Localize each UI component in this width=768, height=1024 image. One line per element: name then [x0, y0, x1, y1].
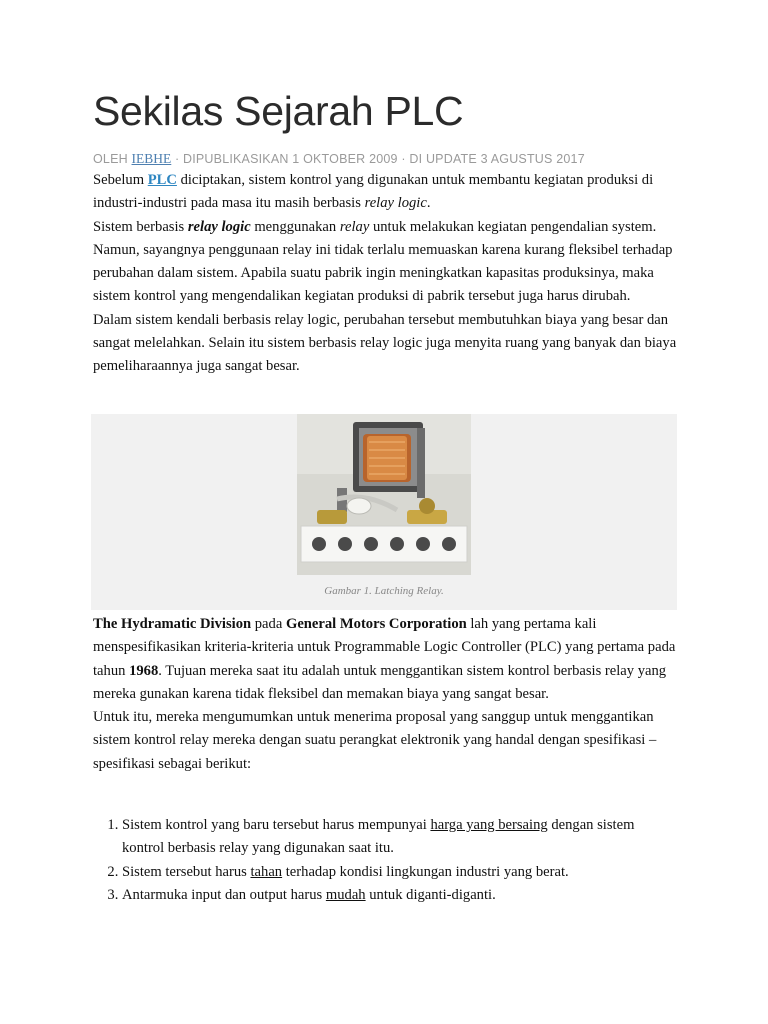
figure-caption: Gambar 1. Latching Relay.: [324, 585, 444, 597]
p2-text-c: menggunakan: [250, 218, 340, 235]
list-item-underline: tahan: [250, 863, 283, 880]
p1-text-a: Sebelum: [93, 172, 148, 188]
paragraph-1: [93, 169, 677, 216]
p1-italic: relay logic: [364, 195, 427, 212]
paragraph-5: Untuk itu, mereka mengumumkan untuk menerima proposal yang sanggup untuk menggantikan sistem kontrol relay mereka dengan suatu perangkat elektronik yang handal dengan spesifikasi – spesifikasi sebagai berikut:: [93, 709, 657, 772]
meta-by-label: OLEH: [93, 152, 128, 166]
p4-text-2: lah yang pertama kali menspesifikasikan kriteria-kriteria untuk Programmable Logic Controller (PLC) yang pertama pada tahun: [93, 616, 676, 679]
paragraph-2: [93, 216, 677, 309]
paragraph-3: Dalam sistem kendali berbasis relay logic, perubahan tersebut membutuhkan biaya yang besar dan sangat melelahkan. Selain itu sistem berbasis relay logic juga menyita ruang yang banyak dan biaya pemeliharaannya juga sangat besar.: [93, 311, 677, 375]
list-item-text: Sistem kontrol yang baru tersebut harus mempunyai: [122, 817, 431, 833]
list-item-text: untuk diganti-diganti.: [365, 886, 496, 903]
latching-relay-image: [297, 414, 471, 575]
paragraph-4: [93, 613, 677, 706]
p4-bold-2: General Motors Corporation: [285, 616, 467, 632]
p2-bold-italic: relay logic: [187, 218, 251, 235]
list-item: [122, 884, 677, 907]
page-title: Sekilas Sejarah PLC: [93, 88, 464, 134]
list-item-text: terhadap kondisi lingkungan industri yang berat.: [282, 863, 569, 880]
list-item: [122, 814, 677, 861]
plc-link[interactable]: PLC: [147, 172, 177, 188]
p4-bold-3: 1968: [129, 662, 159, 679]
meta-dates: · DIPUBLIKASIKAN 1 OKTOBER 2009 · DI UPDATE 3 AGUSTUS 2017: [171, 152, 585, 166]
p4-text-3: . Tujuan mereka saat itu adalah untuk menggantikan sistem kontrol berbasis relay yang mereka gunakan karena tidak fleksibel dan memakan biaya yang sangat besar.: [93, 662, 667, 702]
spec-list: [93, 814, 677, 907]
list-item-text: Antarmuka input dan output harus: [122, 886, 326, 903]
p2-italic: relay: [339, 218, 370, 235]
list-item-underline: mudah: [325, 886, 366, 903]
p2-text-e: untuk melakukan kegiatan pengendalian system. Namun, sayangnya penggunaan relay ini tidak terlalu memuaskan karena kurang fleksibel terhadap perubahan dalam sistem. Apabila suatu pabrik ingin meningkatkan kapasitas produksinya, maka sistem kontrol yang mengendalikan kegiatan produksi di pabrik tersebut juga harus dirubah.: [93, 218, 673, 305]
history-block: [93, 613, 677, 776]
p4-bold-1: The Hydramatic Division: [93, 616, 252, 632]
p4-text-1: pada: [251, 616, 286, 632]
p2-text-a: Sistem berbasis: [93, 218, 188, 235]
p1-text-end: .: [426, 195, 431, 212]
intro-block: [93, 169, 677, 379]
list-item-underline: harga yang bersaing: [430, 817, 548, 833]
p1-text-b: diciptakan, sistem kontrol yang digunakan untuk membantu kegiatan produksi di industri-industri pada masa itu masih berbasis: [93, 172, 654, 212]
list-item-text: Sistem tersebut harus: [122, 863, 251, 880]
author-link[interactable]: IEBHE: [131, 151, 172, 166]
list-item-text: dengan sistem kontrol berbasis relay yang digunakan saat itu.: [122, 817, 635, 857]
post-meta: [93, 151, 585, 167]
figure: [91, 414, 677, 610]
list-item: [122, 861, 677, 884]
